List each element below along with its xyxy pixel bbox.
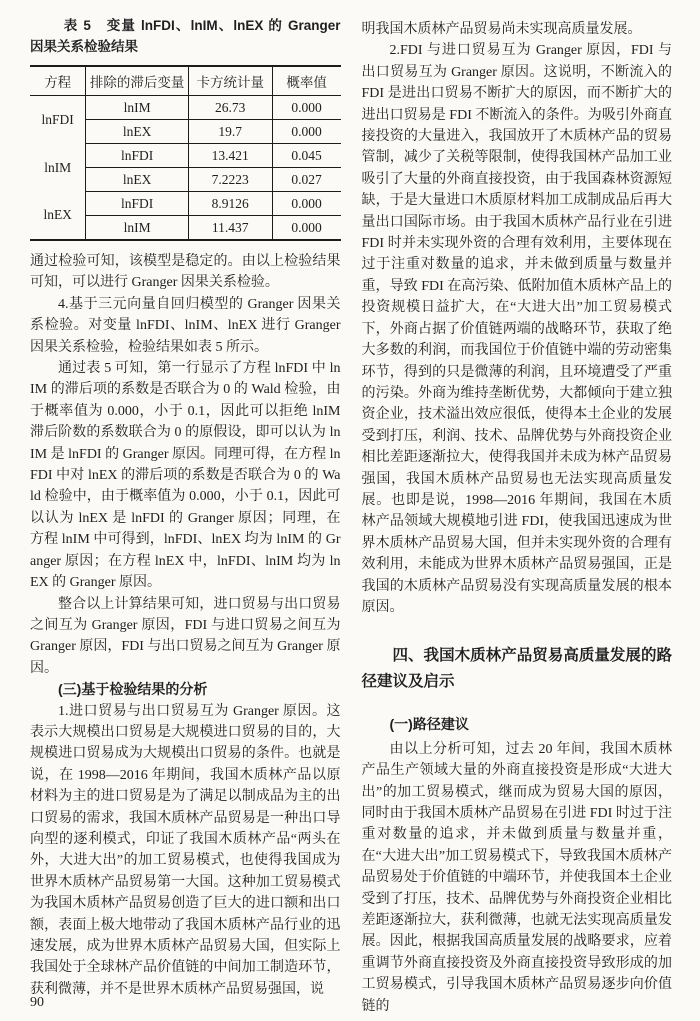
paragraph-table5-explanation: 通过表 5 可知，第一行显示了方程 lnFDI 中 lnIM 的滞后项的系数是否联合为 0 的 Wald 检验，由于概率值为 0.000，小于 0.1，因此可以拒绝 lnIM 滞后阶数的系数联合为 0 的原假设，即可以认为 lnIM 是 lnFDI 的 Granger 原因。同理可得，在方程 lnFDI 中对 lnEX 的滞后项的系数是否联合为 0 的 Wald 检验中，由于概率值为 0.000，小于 0.1，因此可以认为 lnEX 是 lnFDI 的 Granger 原因；同理，在方程 lnIM 中可得到，lnFDI、lnEX 均为 lnIM 的 Granger 原因；在方程 lnEX 中，lnFDI、lnIM 均为 lnEX 的 Granger 原因。 (30, 361, 341, 591)
paragraph-continued-from-left: 明我国木质林产品贸易尚未实现高质量发展。 (361, 22, 642, 37)
two-column-layout (30, 14, 672, 1017)
page-number: 90 (30, 995, 44, 1010)
probability-cell: 0.045 (272, 144, 340, 168)
paragraph-results-summary: 整合以上计算结果可知，进口贸易与出口贸易之间互为 Granger 原因，FDI 与进口贸易之间互为 Granger 原因，FDI 与出口贸易之间互为 Granger 原因。 (30, 596, 341, 676)
right-column (362, 14, 673, 1017)
paragraph-analysis-point2: 2.FDI 与进口贸易互为 Granger 原因，FDI 与出口贸易互为 Granger 原因。这说明，不断流入的 FDI 是进出口贸易不断扩大的原因，而不断扩大的进出口贸易是 FDI 不断流入的条件。为吸引外商直接投资的大量进入，我国放开了木质林产品的贸易管制，减少了关税等限制，使得我国林产品加工业吸引了大量的外商直接投资，由于我国森林资源短缺，于是大量进口木质原材料加工成制成品后再大量出口国际市场。由于我国木质林产品行业在引进 FDI 时并未实现外资的合理有效利用，主要体现在过于注重对数量的追求，并未做到质量与数量并重，导致 FDI 在高污染、低附加值木质林产品上的投资规模日益扩大，在“大进大出”加工贸易模式下，外商占据了价值链两端的战略环节，获取了绝大多数的利润，而我国位于价值链中端的劳动密集环节，得到的只是微薄的利润，且环境遭受了严重的污染。外商为维持垄断优势，大都倾向于建立独资企业，技术溢出效应很低，使得本土企业的发展受到打压，利润、技术、品牌优势与外商投资企业相比差距逐渐拉大，使得我国并未成为林产品贸易强国，我国木质林产品贸易也无法实现高质量发展。也即是说，1998—2016 年期间，我国在木质林产品领域大规模地引进 FDI，使我国迅速成为世界木质林产品贸易大国，但并未实现外资的合理有效利用，未能成为世界木质林产品贸易强国，正是我国的木质林产品贸易没有实现高质量发展的根本原因。 (361, 43, 672, 615)
chi-square-cell: 7.2223 (188, 168, 272, 192)
table-row (30, 96, 341, 120)
paragraph-granger-test: 4.基于三元向量自回归模型的 Granger 因果关系检验。对变量 lnFDI、lnIM、lnEX 进行 Granger 因果关系检验，检验结果如表 5 所示。 (30, 296, 341, 355)
excluded-cell: lnEX (86, 120, 188, 144)
chi-square-cell: 13.421 (188, 144, 272, 168)
equation-cell: lnFDI (30, 96, 86, 144)
subsection-heading-analysis: (三)基于检验结果的分析 (58, 681, 208, 698)
col-header-excluded-lag: 排除的滞后变量 (86, 66, 188, 96)
col-header-chi-square: 卡方统计量 (188, 66, 272, 96)
excluded-cell: lnFDI (86, 144, 188, 168)
paragraph-model-stable: 通过检验可知，该模型是稳定的。由以上检验结果可知，可以进行 Granger 因果关系检验。 (30, 254, 341, 291)
col-header-probability: 概率值 (272, 66, 340, 96)
chi-square-cell: 19.7 (188, 120, 272, 144)
excluded-cell: lnFDI (86, 192, 188, 216)
excluded-cell: lnEX (86, 168, 188, 192)
excluded-cell: lnIM (86, 96, 188, 120)
paragraph-path-suggestion: 由以上分析可知，过去 20 年间，我国木质林产品生产领域大量的外商直接投资是形成“大进大出”的加工贸易模式，继而成为贸易大国的原因，同时由于我国木质林产品贸易在引进 FDI 时过于注重对数量的追求，并未做到质量与数量并重，在“大进大出”加工贸易模式下，导致我国木质林产品贸易处于价值链的中端环节，并使我国本土企业受到了打压，技术、品牌优势与外商投资企业相比差距逐渐拉大，获利微薄，也就无法实现高质量发展。因此，根据我国高质量发展的战略要求，应着重调节外商直接投资及外商直接投资导致形成的加工贸易模式，引导我国木质林产品贸易逐步向价值链的 (361, 741, 672, 1014)
chi-square-cell: 8.9126 (188, 192, 272, 216)
col-header-equation: 方程 (30, 66, 86, 96)
chi-square-cell: 26.73 (188, 96, 272, 120)
probability-cell: 0.000 (272, 96, 340, 120)
table-header-row (30, 66, 341, 96)
paragraph-analysis-point1: 1.进口贸易与出口贸易互为 Granger 原因。这表示大规模出口贸易是大规模进口贸易的目的，大规模进口贸易成为大规模出口贸易的条件。也就是说，在 1998—2016 年期间，我国木质林产品以原材料为主的进口贸易是为了满足以制成品为主的出口贸易的需求，我国木质林产品贸易是一种出口导向型的逐利模式，印证了我国木质林产品“两头在外，大进大出”的加工贸易模式，也使得我国成为世界木质林产品贸易第一大国。这种加工贸易模式为我国木质林产品贸易创造了巨大的进口额和出口额，表面上极大地带动了我国木质林产品行业的迅速发展，成为世界木质林产品贸易大国，但实际上我国处于全球林产品价值链的中间加工制造环节，获利微薄，并不是世界木质林产品贸易强国，说 (30, 703, 341, 997)
granger-results-table (30, 65, 341, 241)
probability-cell: 0.000 (272, 192, 340, 216)
left-column (30, 14, 341, 1017)
probability-cell: 0.027 (272, 168, 340, 192)
section-heading-path-suggestions: 四、我国木质林产品贸易高质量发展的路径建议及启示 (361, 647, 672, 691)
equation-cell: lnEX (30, 192, 86, 241)
excluded-cell: lnIM (123, 219, 151, 235)
probability-cell: 0.000 (272, 120, 340, 144)
table-row (30, 144, 341, 168)
probability-cell: 0.000 (272, 216, 340, 241)
equation-cell: lnIM (30, 144, 86, 192)
subsection-heading-path: (一)路径建议 (389, 716, 469, 733)
table-caption: 表 5 变量 lnFDI、lnIM、lnEX 的 Granger 因果关系检验结果 (30, 18, 341, 54)
table-row (30, 192, 341, 216)
chi-square-cell: 11.437 (188, 216, 272, 241)
